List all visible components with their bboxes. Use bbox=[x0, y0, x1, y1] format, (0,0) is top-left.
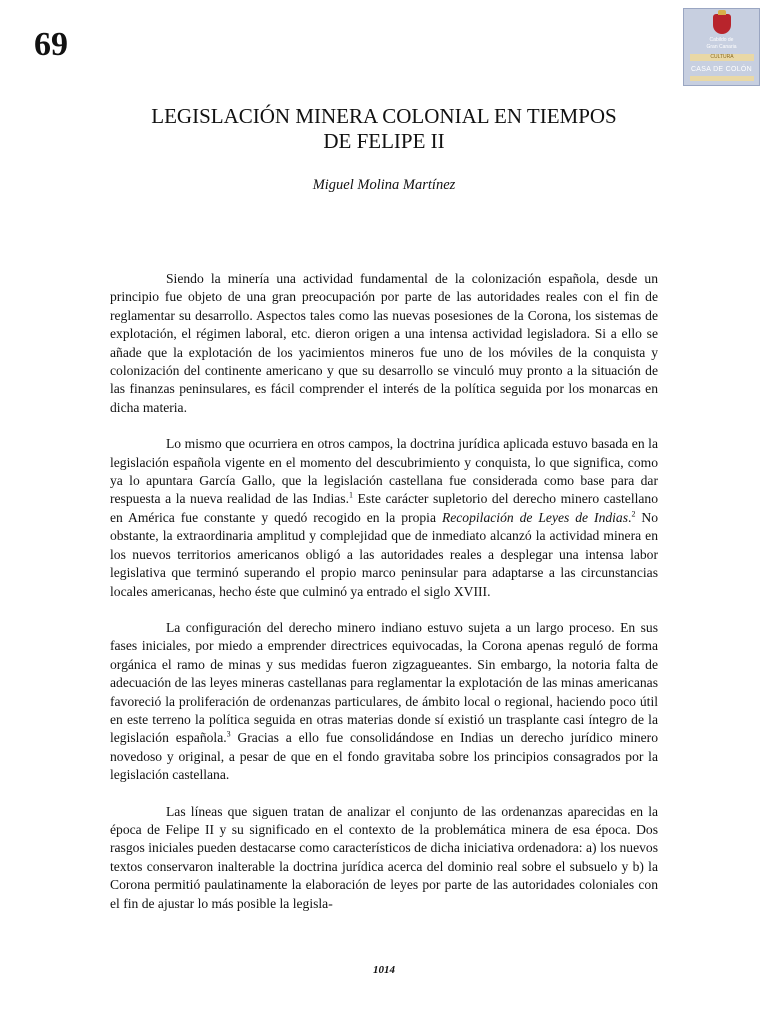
footnote-ref-2: 2 bbox=[631, 509, 636, 519]
recopilacion-title: Recopilación de Leyes de Indias bbox=[441, 509, 629, 525]
title-line-2: DE FELIPE II bbox=[323, 129, 445, 153]
logo-line-2: Gran Canaria bbox=[706, 44, 737, 50]
paragraph-2-text-a: Lo mismo que ocurriera en otros campos, la doctrina jurídica aplicada estuvo basada en la legislación española vigente en el momento del descubrimiento y conquista, lo que significa, como ya lo apuntara García Gallo, que la legislación castellana fue considerada como base para dar respuesta a la nueva realidad de las Indias. bbox=[110, 436, 658, 507]
paragraph-2-text-b: Este carácter supletorio del derecho minero castellano en América fue constante y quedó recogido en la propia bbox=[110, 491, 658, 525]
crest-icon bbox=[713, 14, 731, 34]
footnote-ref-1: 1 bbox=[348, 490, 353, 500]
logo-stripe bbox=[690, 76, 754, 81]
paper-title bbox=[96, 104, 672, 154]
title-line-1: LEGISLACIÓN MINERA COLONIAL EN TIEMPOS bbox=[151, 104, 617, 128]
body-text bbox=[110, 270, 658, 931]
paragraph-1: Siendo la minería una actividad fundamental de la colonización española, desde un principio fue objeto de una gran preocupación por parte de las autoridades reales con el fin de reglamentar su desarrollo. Aspectos tales como las nuevas posesiones de la Corona, los sistemas de explotación, el régimen laboral, etc. dieron origen a una intensa actividad legisladora. Si a ello se añade que la explotación de los yacimientos mineros fue uno de los móviles de la conquista y colonización del continente americano y que su desarrollo se vinculó muy pronto a la situación de las finanzas peninsulares, es fácil comprender el interés de la política seguida por los monarcas en dicha materia. bbox=[110, 271, 658, 415]
casa-de-colon-logo bbox=[683, 8, 760, 86]
footnote-ref-3: 3 bbox=[226, 729, 231, 739]
paragraph-2-text-c: . bbox=[628, 509, 632, 525]
paragraph-2 bbox=[110, 435, 658, 601]
paragraph-4: Las líneas que siguen tratan de analizar el conjunto de las ordenanzas aparecidas en la época de Felipe II y su significado en el contexto de la problemática minera de esa época. Dos rasgos iniciales pueden destacarse como característicos de dicha iniciativa ordenadora: a) los nuevos textos conservaron inalterable la doctrina jurídica acerca del dominio real sobre el subsuelo y b) la Corona permitió paulatinamente la elaboración de leyes por parte de las autoridades coloniales con el fin de ajustar lo más posible la legisla- bbox=[110, 803, 658, 911]
paragraph-2-text-d: No obstante, la extraordinaria amplitud y complejidad que de inmediato alcanzó la actividad minera en los nuevos territorios americanos obligó a las autoridades reales a desplegar una intensa labor legislativa que terminó superando el propio marco peninsular para adaptarse a las circunstancias locales americanas, hecho éste que culminó ya entrado el siglo XVIII. bbox=[110, 509, 658, 599]
paragraph-3-text-a: La configuración del derecho minero indiano estuvo sujeta a un largo proceso. En sus fases iniciales, por miedo a emprender directrices equivocadas, la Corona apenas reguló de forma orgánica el ramo de minas y sus medidas fueron zigzagueantes. Sin embargo, la notoria falta de adecuación de las leyes mineras castellanas para reglamentar la explotación de las minas americanas favoreció la proliferación de ordenanzas particulares, de ámbito local o regional, haciendo poco útil en este terreno la política seguida en otras materias donde sí existió un trasplante casi íntegro de la legislación española. bbox=[110, 619, 658, 746]
author-name: Miguel Molina Martínez bbox=[312, 177, 456, 193]
logo-band: CULTURA bbox=[690, 54, 754, 61]
logo-name: CASA DE COLÓN bbox=[690, 66, 753, 73]
logo-line-1: Cabildo de bbox=[709, 37, 734, 43]
chapter-number: 69 bbox=[34, 26, 68, 63]
paragraph-3-text-b: Gracias a ello fue consolidándose en Indias un derecho jurídico minero novedoso y original, a pesar de que en el fondo gravitaba sobre los principios consagrados por la legislación castellana. bbox=[110, 730, 658, 783]
page-number: 1014 bbox=[373, 964, 395, 976]
paragraph-3 bbox=[110, 619, 658, 785]
